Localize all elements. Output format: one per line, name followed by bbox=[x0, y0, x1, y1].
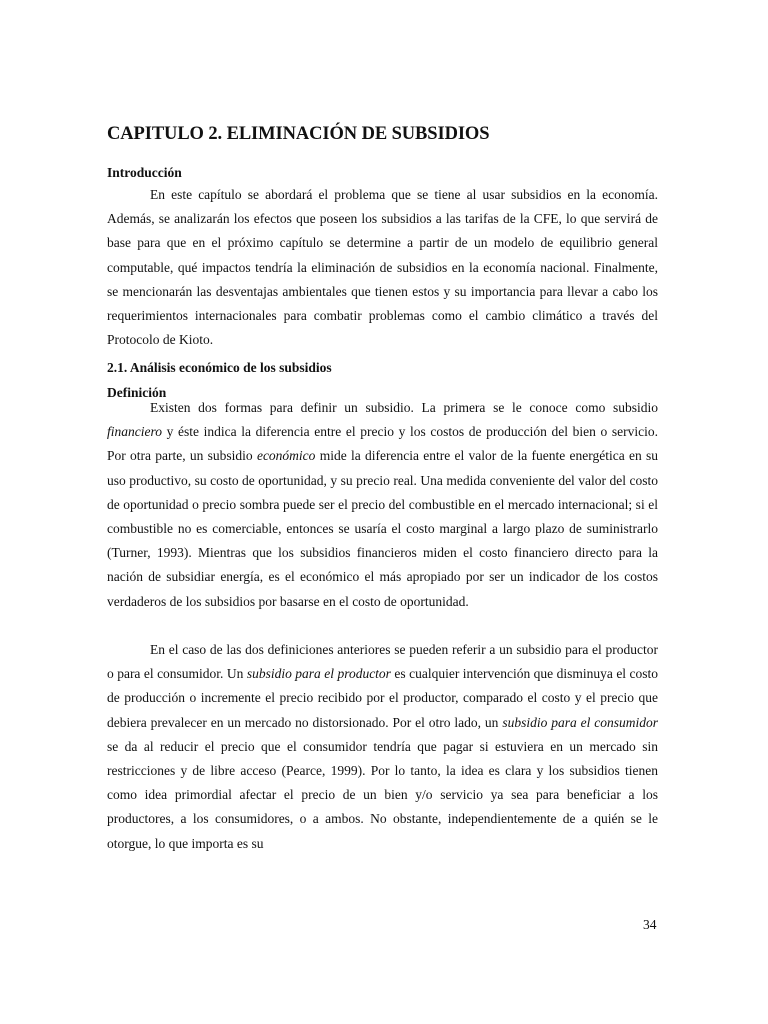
section-heading: 2.1. Análisis económico de los subsidios bbox=[107, 360, 332, 375]
emphasis-term: económico bbox=[256, 448, 316, 464]
introduction-text: En este capítulo se abordará el problema que se tiene al usar subsidios en la economía. Además, se analizarán los efectos que poseen los subsidios a las tarifas de la CFE, lo que servirá de base para que en el próximo capítulo se determine a partir de un modelo de equilibrio general computable, qué impactos tendría la eliminación de subsidios en la economía nacional. Finalmente, se mencionarán las desventajas ambientales que tienen estos y su importancia para llevar a cabo los requerimientos internacionales para combatir problemas como el cambio climático a través del Protocolo de Kioto. bbox=[107, 187, 658, 348]
paragraph-text: es cualquier intervención que disminuya el costo de producción o incremente el precio recibido por el productor, comparado el costo y el precio que debiera prevalecer en un mercado no distorsionado. Por el otro lado, un bbox=[107, 666, 659, 730]
paragraph-text: se da al reducir el precio que el consumidor tendría que pagar si estuviera en un mercado sin restricciones y de libre acceso (Pearce, 1999). Por lo tanto, la idea es clara y los subsidios tienen como idea primordial afectar el precio de un bien y/o servicio ya sea para beneficiar a los productores, a los consumidores, o a ambos. No obstante, independientemente de a quién se le otorgue, lo que importa es su bbox=[107, 738, 658, 851]
introduction-paragraph bbox=[107, 183, 658, 352]
paragraph-text: Existen dos formas para definir un subsidio. La primera se le conoce como subsidio bbox=[150, 400, 658, 415]
emphasis-term: subsidio para el consumidor bbox=[502, 714, 658, 730]
page-number: 34 bbox=[643, 917, 657, 932]
emphasis-term: financiero bbox=[107, 424, 162, 440]
definition-paragraph-1 bbox=[107, 396, 658, 614]
paragraph-text: y éste indica la diferencia entre el precio y los costos de producción del bien o servicio. Por otra parte, un subsidio bbox=[107, 424, 658, 464]
definition-paragraph-2 bbox=[107, 638, 658, 856]
introduction-heading: Introducción bbox=[107, 165, 182, 180]
paragraph-text: En el caso de las dos definiciones anteriores se pueden referir a un subsidio para el productor o para el consumidor. Un bbox=[107, 642, 658, 682]
paragraph-text: mide la diferencia entre el valor de la fuente energética en su uso productivo, su costo de oportunidad, y su precio real. Una medida conveniente del valor del costo de oportunidad o precio sombra puede ser el precio del combustible en el mercado internacional; si el combustible no es comerciable, entonces se usaría el costo marginal a largo plazo de suministrarlo (Turner, 1993). Mientras que los subsidios financieros miden el costo financiero directo para la nación de subsidiar energía, es el económico el más apropiado por ser un indicador de los costos verdaderos de los subsidios por basarse en el costo de oportunidad. bbox=[107, 448, 658, 609]
chapter-title: CAPITULO 2. ELIMINACIÓN DE SUBSIDIOS bbox=[107, 124, 490, 144]
definition-subheading: Definición bbox=[107, 385, 167, 400]
emphasis-term: subsidio para el productor bbox=[246, 666, 391, 682]
